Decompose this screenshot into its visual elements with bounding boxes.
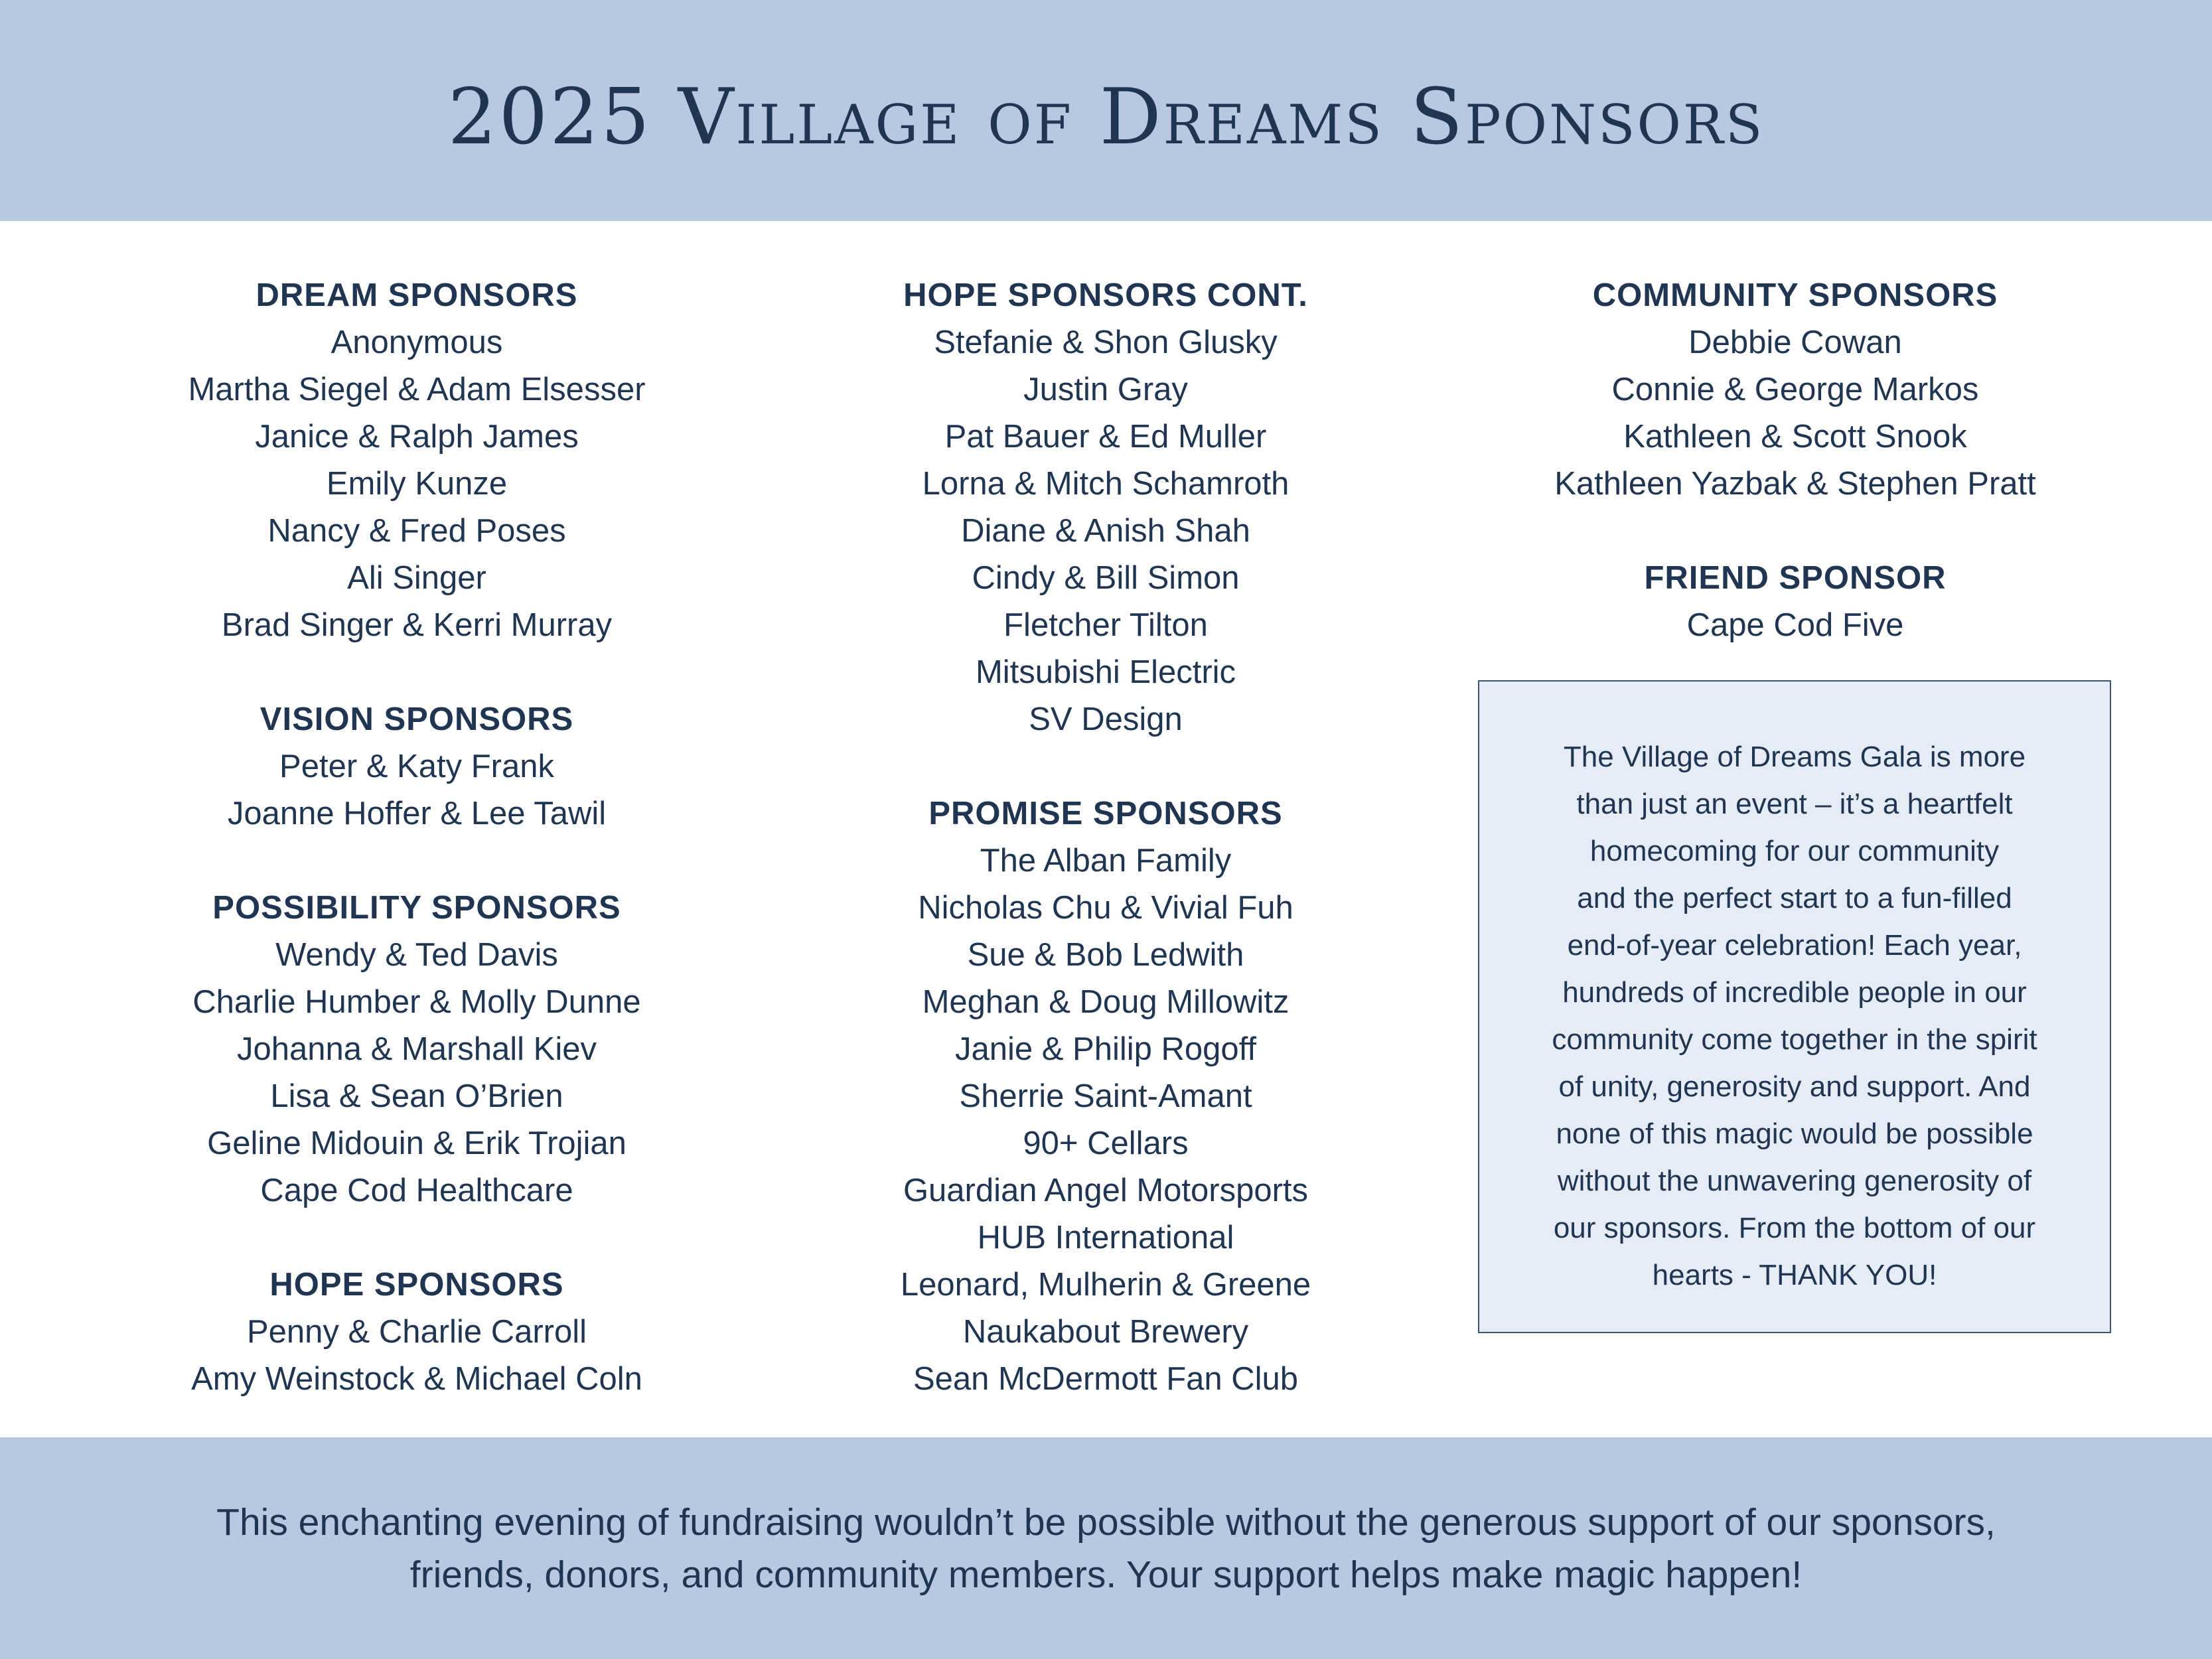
sponsor-name: Wendy & Ted Davis [275, 937, 558, 973]
sponsor-name: Brad Singer & Kerri Murray [221, 607, 613, 643]
sponsor-list [761, 319, 1451, 743]
message-line: The Village of Dreams Gala is more [1563, 741, 2026, 773]
sponsor-name: Janie & Philip Rogoff [955, 1031, 1256, 1067]
sponsor-column-1 [72, 272, 762, 1450]
message-line: none of this magic would be possible [1556, 1118, 2033, 1150]
sponsor-group-dream [72, 272, 762, 649]
message-line: end-of-year celebration! Each year, [1567, 929, 2022, 962]
sponsor-name: Fletcher Tilton [1003, 607, 1208, 643]
sponsor-name: Amy Weinstock & Michael Coln [191, 1361, 642, 1397]
sponsor-name: Diane & Anish Shah [961, 513, 1250, 549]
sponsor-name: Meghan & Doug Millowitz [922, 984, 1290, 1020]
sponsor-name: Charlie Humber & Molly Dunne [192, 984, 641, 1020]
message-line: and the perfect start to a fun-filled [1577, 882, 2012, 914]
sponsor-name: The Alban Family [980, 843, 1232, 879]
group-heading: HOPE SPONSORS CONT. [903, 277, 1308, 313]
sponsor-list [72, 319, 762, 649]
group-heading: POSSIBILITY SPONSORS [212, 890, 621, 926]
sponsor-name: Guardian Angel Motorsports [903, 1173, 1309, 1208]
sponsor-name: Joanne Hoffer & Lee Tawil [227, 796, 607, 831]
message-line: homecoming for our community [1589, 835, 2000, 867]
sponsor-list [1450, 319, 2140, 508]
sponsor-name: Debbie Cowan [1688, 325, 1902, 360]
sponsor-name: Ali Singer [347, 560, 486, 596]
sponsor-list [72, 1309, 762, 1403]
sponsor-name: Kathleen Yazbak & Stephen Pratt [1554, 466, 2036, 502]
footer-line-1: This enchanting evening of fundraising wouldn’t be possible without the generous support of our sponsors, [216, 1501, 1996, 1544]
sponsor-name: Sherrie Saint-Amant [959, 1078, 1252, 1114]
sponsor-name: Cape Cod Healthcare [260, 1173, 573, 1208]
sponsor-name: Cape Cod Five [1686, 607, 1904, 643]
footer-line-2: friends, donors, and community members. Your support helps make magic happen! [409, 1553, 1803, 1596]
message-line: than just an event – it’s a heartfelt [1576, 788, 2013, 820]
sponsor-name: Cindy & Bill Simon [972, 560, 1240, 596]
sponsor-name: Sue & Bob Ledwith [967, 937, 1244, 973]
sponsor-group-possibility [72, 885, 762, 1214]
group-heading: FRIEND SPONSOR [1644, 560, 1947, 596]
sponsor-name: Penny & Charlie Carroll [247, 1314, 587, 1350]
group-heading: HOPE SPONSORS [269, 1267, 564, 1303]
sponsor-name: HUB International [977, 1220, 1234, 1256]
sponsor-name: Lisa & Sean O’Brien [270, 1078, 563, 1114]
sponsor-name: Leonard, Mulherin & Greene [900, 1267, 1311, 1303]
sponsor-name: 90+ Cellars [1023, 1125, 1189, 1161]
message-line: our sponsors. From the bottom of our [1553, 1212, 2036, 1244]
sponsor-name: Martha Siegel & Adam Elsesser [188, 372, 646, 407]
sponsor-group-promise [761, 790, 1451, 1403]
group-heading: COMMUNITY SPONSORS [1592, 277, 1998, 313]
sponsor-name: Pat Bauer & Ed Muller [944, 419, 1267, 455]
sponsor-name: Stefanie & Shon Glusky [934, 325, 1278, 360]
sponsor-name: Kathleen & Scott Snook [1623, 419, 1967, 455]
sponsor-name: Janice & Ralph James [255, 419, 579, 455]
message-line: hundreds of incredible people in our [1562, 976, 2027, 1009]
sponsor-name: Nancy & Fred Poses [267, 513, 566, 549]
sponsor-group-friend [1450, 555, 2140, 649]
sponsor-name: Mitsubishi Electric [975, 654, 1236, 690]
sponsor-group-vision [72, 696, 762, 837]
sponsor-name: Anonymous [331, 325, 503, 360]
sponsor-list [72, 932, 762, 1214]
thank-you-message [1506, 733, 2083, 1299]
sponsor-list [761, 837, 1451, 1403]
sponsor-name: Justin Gray [1023, 372, 1188, 407]
sponsor-name: Naukabout Brewery [962, 1314, 1249, 1350]
group-heading: PROMISE SPONSORS [928, 796, 1283, 831]
sponsor-group-community [1450, 272, 2140, 508]
sponsor-name: Sean McDermott Fan Club [913, 1361, 1299, 1397]
message-line: without the unwavering generosity of [1557, 1165, 2032, 1197]
sponsor-column-3 [1450, 272, 2140, 696]
sponsor-name: Lorna & Mitch Schamroth [922, 466, 1290, 502]
sponsor-name: Johanna & Marshall Kiev [236, 1031, 597, 1067]
message-line: community come together in the spirit [1552, 1023, 2037, 1056]
sponsor-list [1450, 602, 2140, 649]
message-line: hearts - THANK YOU! [1652, 1259, 1937, 1291]
sponsor-list [72, 743, 762, 837]
group-heading: DREAM SPONSORS [256, 277, 578, 313]
sponsor-group-hope [72, 1262, 762, 1403]
sponsor-name: Emily Kunze [326, 466, 508, 502]
sponsor-name: Connie & George Markos [1611, 372, 1979, 407]
sponsor-name: Geline Midouin & Erik Trojian [207, 1125, 627, 1161]
sponsor-column-2 [761, 272, 1451, 1450]
sponsor-name: Nicholas Chu & Vivial Fuh [918, 890, 1293, 926]
message-line: of unity, generosity and support. And [1558, 1070, 2031, 1103]
sponsor-group-hope-cont [761, 272, 1451, 743]
footer-text [133, 1496, 2079, 1601]
group-heading: VISION SPONSORS [259, 701, 574, 737]
sponsor-name: Peter & Katy Frank [279, 749, 554, 784]
sponsor-name: SV Design [1029, 701, 1183, 737]
thank-you-message-box [1478, 680, 2111, 1333]
page-title: 2025 Village of Dreams Sponsors [447, 72, 1765, 162]
